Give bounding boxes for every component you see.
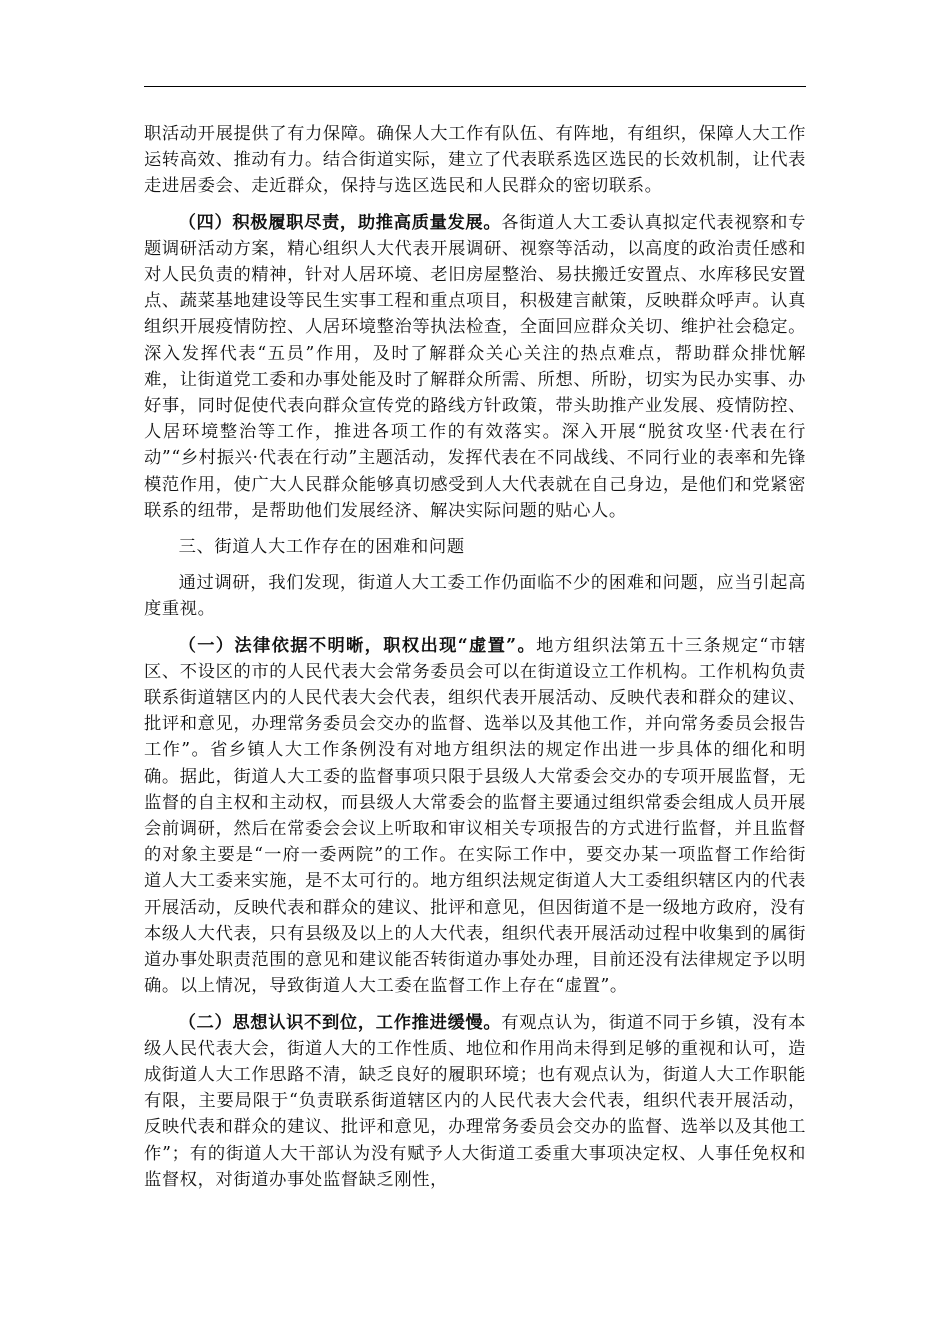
paragraph-problem-1 — [144, 633, 806, 1000]
paragraph-section-4 — [144, 210, 806, 524]
paragraph-text: 地方组织法第五十三条规定“市辖区、不设区的市的人民代表大会常务委员会可以在街道设立工作机构。工作机构负责联系街道辖区内的人民代表大会代表，组织代表开展活动、反映代表和群众的建议、批评和意见，办理常务委员会交办的监督、选举以及其他工作，并向常务委员会报告工作”。省乡镇人大工作条例没有对地方组织法的规定作出进一步具体的细化和明确。据此，街道人大工委的监督事项只限于县级人大常委会交办的专项开展监督，无监督的自主权和主动权，而县级人大常委会的监督主要通过组织常委会组成人员开展会前调研，然后在常委会会议上听取和审议相关专项报告的方式进行监督，并且监督的对象主要是“一府一委两院”的工作。在实际工作中，要交办某一项监督工作给街道人大工委来实施，是不太可行的。地方组织法规定街道人大工委组织辖区内的代表开展活动，反映代表和群众的建议、批评和意见，但因街道不是一级地方政府，没有本级人大代表，只有县级及以上的人大代表，组织代表开展活动过程中收集到的属街道办事处职责范围的意见和建议能否转街道办事处办理，目前还没有法律规定予以明确。以上情况，导致街道人大工委在监督工作上存在“虚置”。 — [144, 635, 806, 997]
paragraph-intro — [144, 570, 806, 622]
section-heading-problems — [144, 534, 806, 560]
paragraph-problem-2 — [144, 1010, 806, 1193]
paragraph-heading: （二）思想认识不到位，工作推进缓慢。 — [178, 1012, 502, 1033]
paragraph-heading: （四）积极履职尽责，助推高质量发展。 — [178, 212, 502, 233]
paragraph-text: 通过调研，我们发现，街道人大工委工作仍面临不少的困难和问题，应当引起高度重视。 — [144, 573, 806, 620]
paragraph-text: 职活动开展提供了有力保障。确保人大工作有队伍、有阵地，有组织，保障人大工作运转高效、推动有力。结合街道实际，建立了代表联系选区选民的长效机制，让代表走进居委会、走近群众，保持与选区选民和人民群众的密切联系。 — [144, 124, 806, 197]
paragraph-continuation — [144, 121, 806, 200]
document-body — [144, 121, 806, 1203]
section-heading-text: 三、街道人大工作存在的困难和问题 — [178, 537, 465, 558]
paragraph-text: 有观点认为，街道不同于乡镇，没有本级人民代表大会，街道人大的工作性质、地位和作用尚未得到足够的重视和认可，造成街道人大工作思路不清，缺乏良好的履职环境；也有观点认为，街道人大工作职能有限，主要局限于“负责联系街道辖区内的人民代表大会代表，组织代表开展活动，反映代表和群众的建议、批评和意见，办理常务委员会交办的监督、选举以及其他工作”；有的街道人大干部认为没有赋予人大街道工委重大事项决定权、人事任免权和监督权，对街道办事处监督缺乏刚性， — [144, 1012, 806, 1190]
paragraph-text: 各街道人大工委认真拟定代表视察和专题调研活动方案，精心组织人大代表开展调研、视察等活动，以高度的政治责任感和对人民负责的精神，针对人居环境、老旧房屋整治、易扶搬迁安置点、水库移民安置点、蔬菜基地建设等民生实事工程和重点项目，积极建言献策，反映群众呼声。认真组织开展疫情防控、人居环境整治等执法检查，全面回应群众关切、维护社会稳定。深入发挥代表“五员”作用，及时了解群众关心关注的热点难点，帮助群众排忧解难，让街道党工委和办事处能及时了解群众所需、所想、所盼，切实为民办实事、办好事，同时促使代表向群众宣传党的路线方针政策，带头助推产业发展、疫情防控、人居环境整治等工作，推进各项工作的有效落实。深入开展“脱贫攻坚·代表在行动”“乡村振兴·代表在行动”主题活动，发挥代表在不同战线、不同行业的表率和先锋模范作用，使广大人民群众能够真切感受到人大代表就在自己身边，是他们和党紧密联系的纽带，是帮助他们发展经济、解决实际问题的贴心人。 — [144, 212, 806, 521]
header-rule — [144, 86, 806, 87]
paragraph-heading: （一）法律依据不明晰，职权出现“虚置”。 — [178, 635, 537, 656]
